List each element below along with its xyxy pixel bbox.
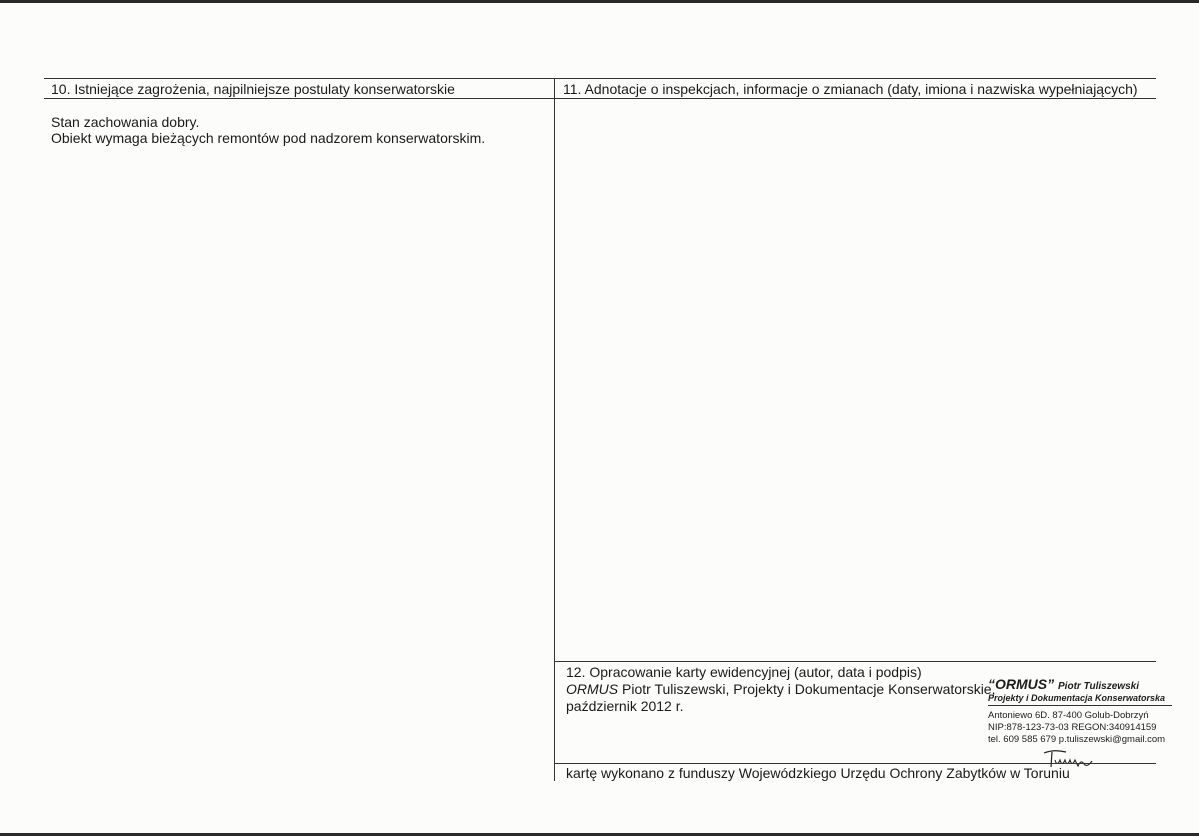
section12-author-firm: ORMUS — [566, 681, 619, 697]
section12-funding: kartę wykonano z funduszy Wojewódzkiego Urzędu Ochrony Zabytków w Toruniu — [566, 765, 1070, 781]
section10-heading: 10. Istniejące zagrożenia, najpilniejsze postulaty konserwatorskie — [51, 81, 455, 97]
section12-funding-rule — [555, 763, 1156, 764]
stamp-title-row — [988, 676, 1172, 692]
stamp-name: Piotr Tuliszewski — [1058, 681, 1139, 692]
stamp-address: Antoniewo 6D. 87-400 Golub-Dobrzyń — [988, 710, 1149, 721]
section10-line-1: Stan zachowania dobry. — [51, 114, 200, 130]
stamp-ids: NIP:878-123-73-03 REGON:340914159 — [988, 722, 1157, 733]
section12-author — [566, 681, 995, 697]
company-stamp — [988, 676, 1172, 746]
section12-date: październik 2012 r. — [566, 698, 684, 714]
section10-line-2: Obiekt wymaga bieżących remontów pod nadzorem konserwatorskim. — [51, 130, 486, 146]
stamp-contact: tel. 609 585 679 p.tuliszewski@gmail.com — [988, 734, 1166, 745]
section10-top-rule — [44, 78, 554, 79]
section12-author-rest: Piotr Tuliszewski, Projekty i Dokumentacje Konserwatorskie, — [618, 681, 996, 697]
section10-heading-rule — [44, 98, 554, 99]
column-divider — [554, 78, 555, 781]
section11-top-rule — [555, 78, 1156, 79]
section12-heading: 12. Opracowanie karty ewidencyjnej (autor, data i podpis) — [566, 664, 922, 680]
section11-heading-rule — [555, 98, 1156, 99]
stamp-title: “ORMUS” — [988, 676, 1055, 692]
scan-edge-top — [0, 0, 1199, 3]
section12-top-rule — [555, 661, 1156, 662]
section11-heading: 11. Adnotacje o inspekcjach, informacje o zmianach (daty, imiona i nazwiska wypełniających) — [563, 81, 1138, 97]
stamp-subtitle: Projekty i Dokumentacja Konserwatorska — [988, 693, 1172, 706]
